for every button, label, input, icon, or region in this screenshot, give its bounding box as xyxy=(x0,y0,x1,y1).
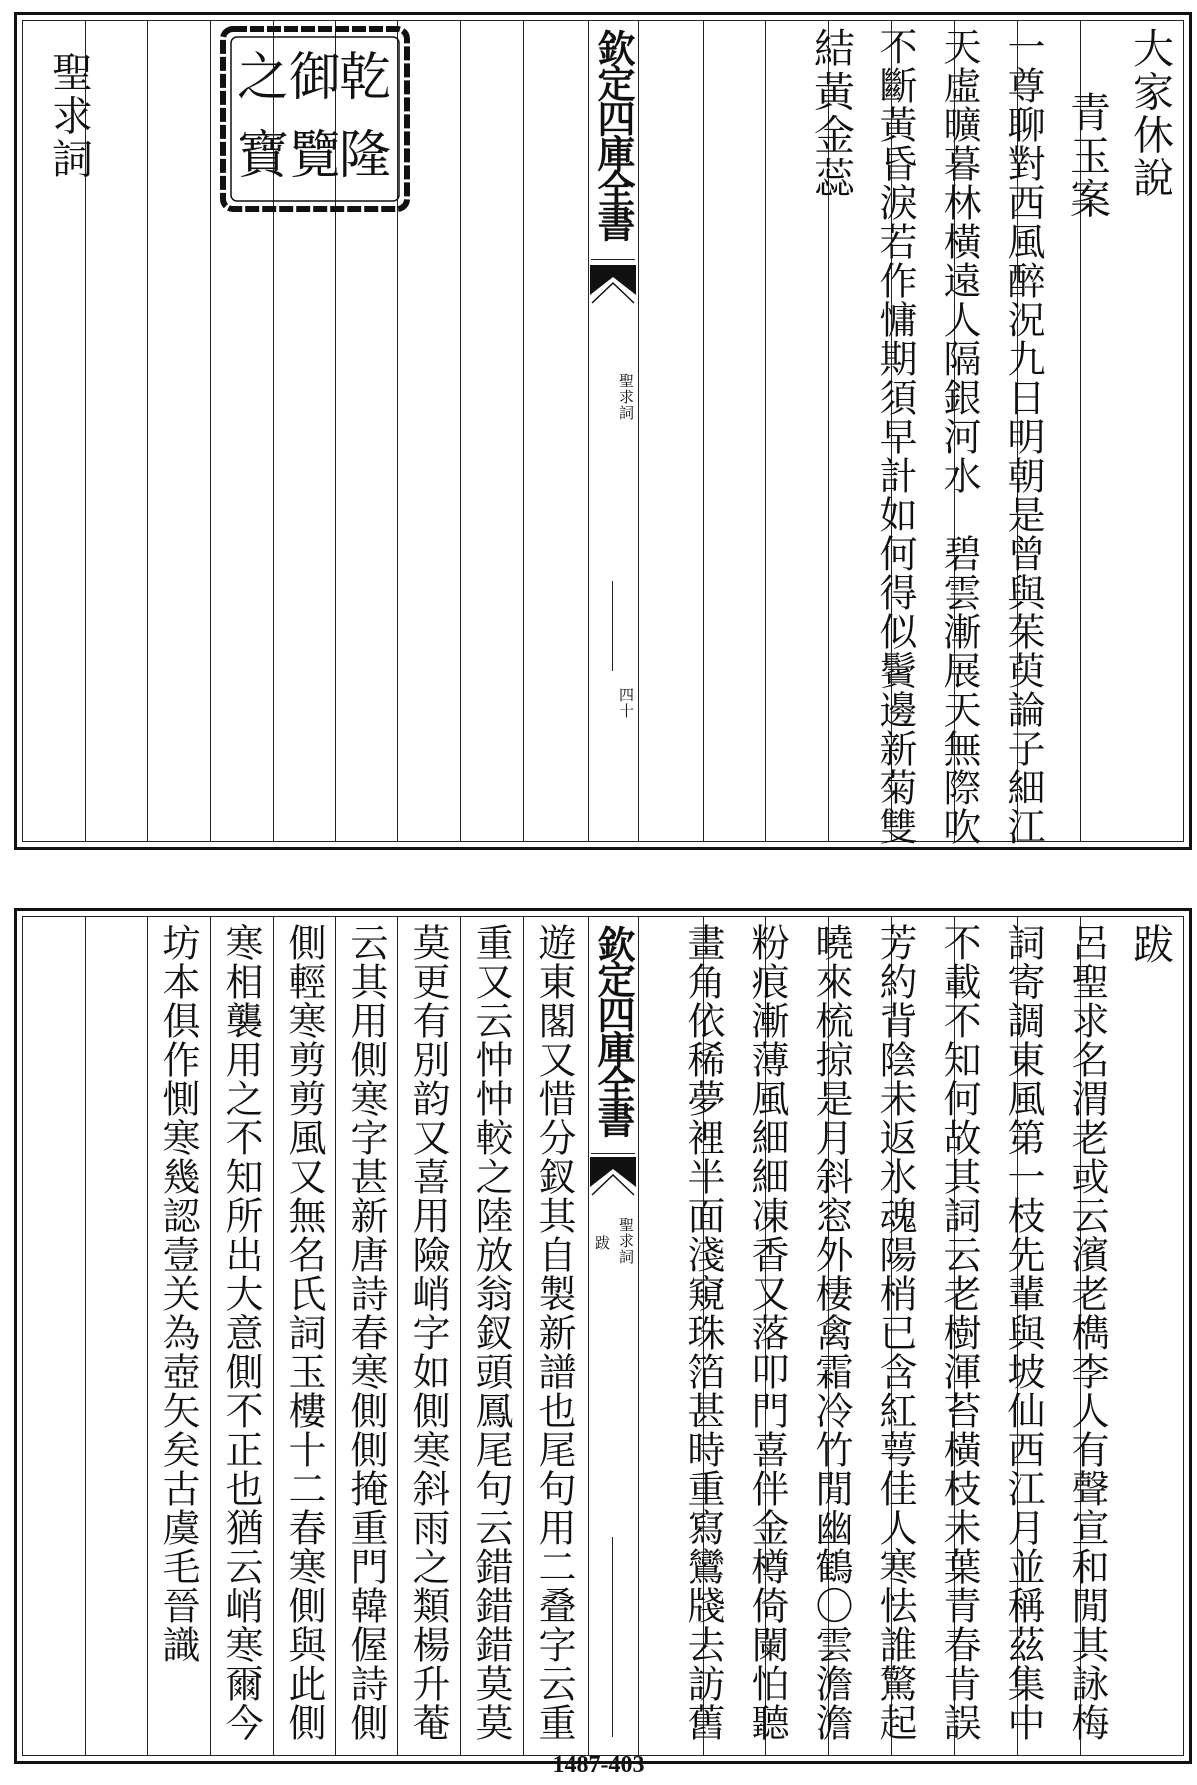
bottom-col-3: 詞寄調東風第一枝先輩與坡仙西江月並稱茲集中 xyxy=(1001,923,1045,1742)
top-col-3: 一尊聊對西風醉況九日明朝是曾與茱萸論子細江 xyxy=(1001,27,1045,846)
bottom-col-8: 畫角依稀夢裡半面淺窺珠箔甚時重寫鸞牋去訪舊 xyxy=(681,923,725,1742)
top-page-panel xyxy=(14,12,1192,850)
top-col-2: 青玉案 xyxy=(1063,91,1111,221)
svg-text:御: 御 xyxy=(288,48,342,108)
bottom-col-5: 芳約背陰未返氷魂陽梢已含紅萼佳人寒怯誰驚起 xyxy=(873,923,917,1742)
gutter-title: 欽定四庫全書 xyxy=(591,925,636,1135)
bottom-page-panel xyxy=(14,908,1192,1764)
top-col-6: 結黃金蕊 xyxy=(807,27,855,200)
bottom-col-13: 側輕寒剪剪風又無名氏詞玉樓十二春寒側與此側 xyxy=(282,923,326,1742)
bottom-col-15: 坊本俱作惻寒幾認壹关為壺矢矣古虞毛晉識 xyxy=(156,923,200,1664)
bottom-col-11: 莫更有別韵又喜用險峭字如側寒斜雨之類楊升菴 xyxy=(406,923,450,1742)
bottom-col-2: 呂聖求名渭老或云濱老檇李人有聲宣和閒其詠梅 xyxy=(1065,923,1109,1742)
gutter-section: 跋 xyxy=(593,1235,611,1251)
fish-tail-ornament xyxy=(590,1157,636,1197)
svg-text:覽: 覽 xyxy=(288,126,342,186)
svg-text:之: 之 xyxy=(236,48,290,108)
bottom-col-14: 寒相襲用之不知所出大意側不正也猶云峭寒爾今 xyxy=(219,923,263,1742)
svg-text:乾: 乾 xyxy=(338,48,392,108)
svg-text:寶: 寶 xyxy=(236,126,290,186)
svg-text:隆: 隆 xyxy=(338,126,392,186)
gutter-book-title: 聖求詞 xyxy=(617,1217,635,1265)
bottom-col-12: 云其用側寒字甚新唐詩春寒側側掩重門韓偓詩側 xyxy=(344,923,388,1742)
page-number: 1487-403 xyxy=(552,1752,645,1778)
bottom-gutter xyxy=(588,917,638,1755)
top-end-title: 聖求詞 xyxy=(45,51,93,181)
top-col-1: 大家休說 xyxy=(1126,27,1174,200)
top-col-4: 天虛曠暮林橫遠人隔銀河水 碧雲漸展天無際吹 xyxy=(937,27,981,846)
top-col-5: 不斷黃昏淚若作慵期須早計如何得似鬢邊新菊雙 xyxy=(873,27,917,846)
top-page-frame xyxy=(22,20,1184,846)
gutter-title: 欽定四庫全書 xyxy=(591,29,636,239)
bottom-col-4: 不載不知何故其詞云老樹渾苔橫枝未葉青春肯誤 xyxy=(937,923,981,1742)
bottom-col-6: 曉來梳掠是月斜窓外棲禽霜冷竹閒幽鶴〇雲澹澹 xyxy=(809,923,853,1742)
imperial-seal xyxy=(217,23,413,215)
bottom-page-frame xyxy=(22,916,1184,1756)
bottom-col-7: 粉痕漸薄風細細凍香又落叩門喜伴金樽倚闌怕聽 xyxy=(745,923,789,1742)
bottom-col-1: 跋 xyxy=(1126,923,1174,967)
bottom-col-9: 遊東閣又惜分釵其自製新譜也尾句用二叠字云重 xyxy=(532,923,576,1742)
gutter-book-title: 聖求詞 xyxy=(617,373,635,421)
gutter-page-number: 四十 xyxy=(617,687,635,719)
fish-tail-ornament xyxy=(590,265,636,305)
bottom-col-10: 重又云忡忡較之陸放翁釵頭鳳尾句云錯錯錯莫莫 xyxy=(469,923,513,1742)
top-gutter xyxy=(588,21,638,841)
